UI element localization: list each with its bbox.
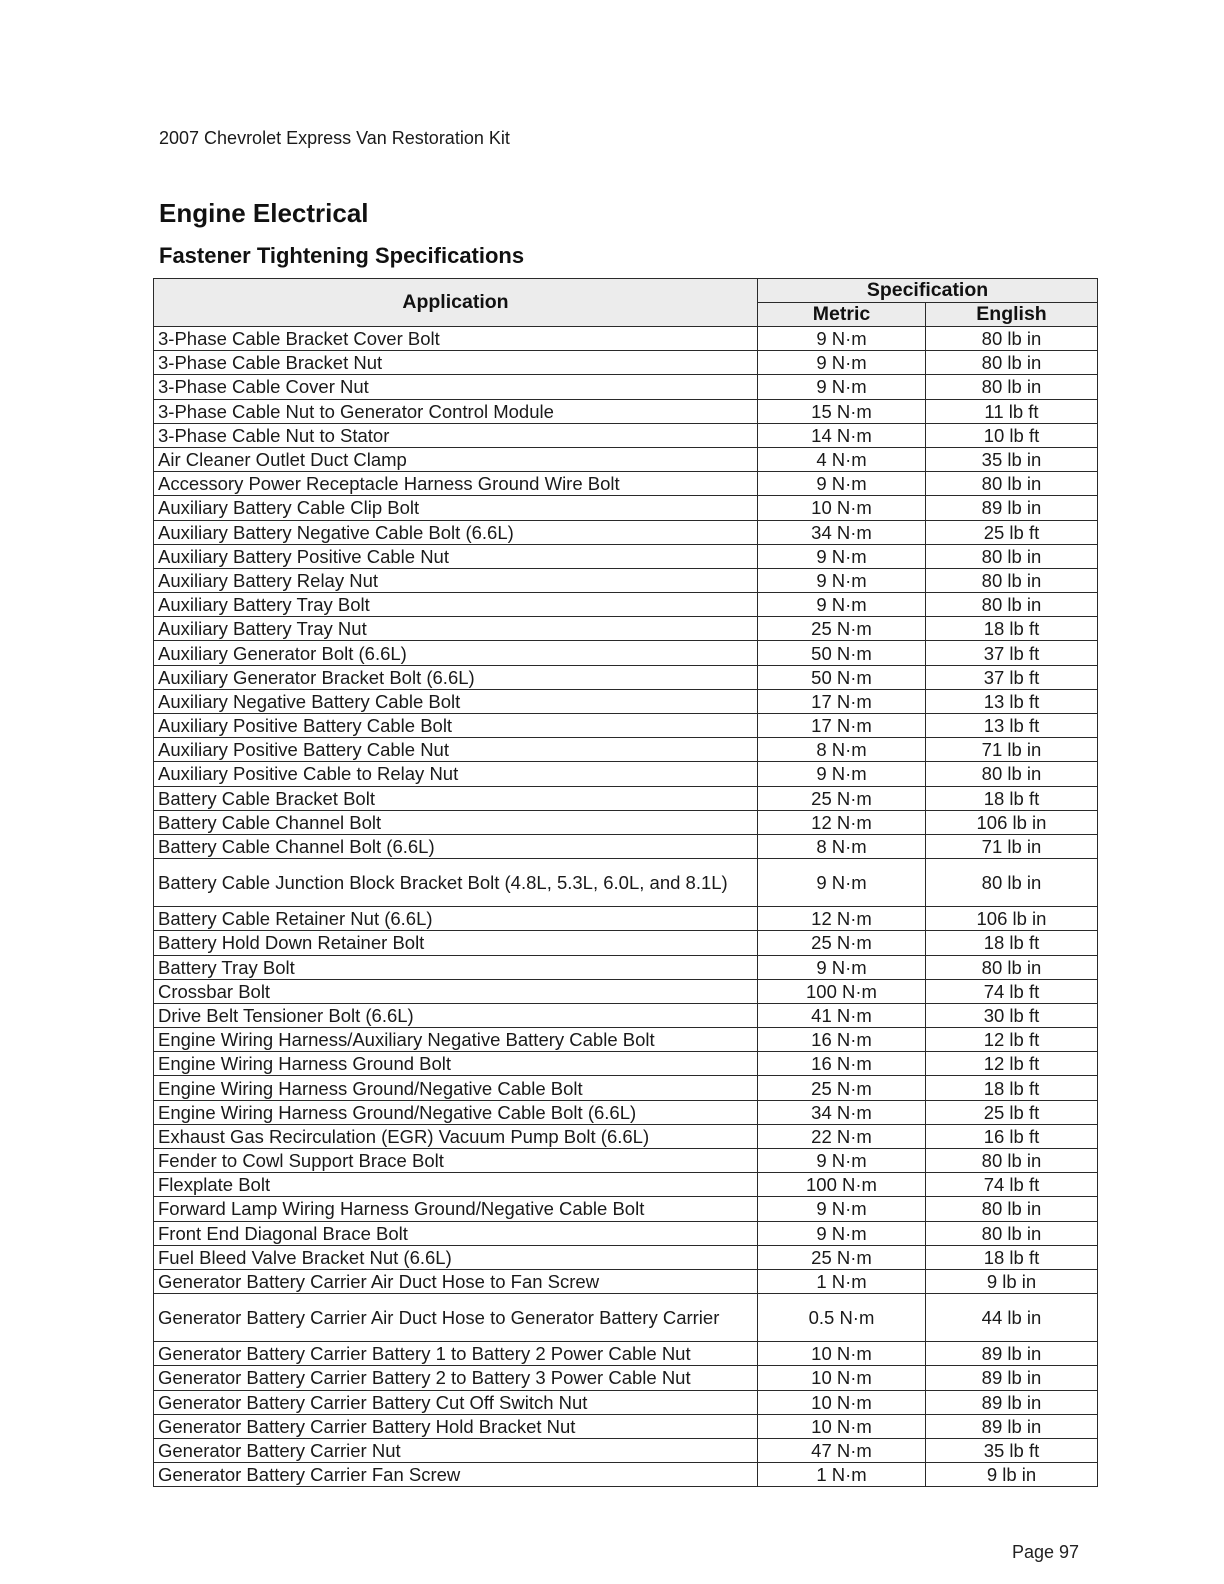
table-row [154,786,1098,810]
english-cell: 13 lb ft [926,714,1098,738]
english-cell: 18 lb ft [926,617,1098,641]
english-cell: 37 lb ft [926,641,1098,665]
english-cell: 80 lb in [926,544,1098,568]
table-row [154,810,1098,834]
english-cell: 106 lb in [926,810,1098,834]
application-cell: Battery Hold Down Retainer Bolt [154,931,758,955]
table-row [154,472,1098,496]
english-header: English [926,303,1098,327]
application-cell: Engine Wiring Harness Ground/Negative Cable Bolt (6.6L) [154,1100,758,1124]
table-row [154,1463,1098,1487]
application-cell: Fender to Cowl Support Brace Bolt [154,1149,758,1173]
table-row [154,593,1098,617]
english-cell: 80 lb in [926,593,1098,617]
metric-cell: 0.5 N·m [758,1294,926,1342]
metric-cell: 25 N·m [758,931,926,955]
table-row [154,1003,1098,1027]
metric-cell: 16 N·m [758,1028,926,1052]
metric-cell: 10 N·m [758,1366,926,1390]
metric-cell: 10 N·m [758,496,926,520]
table-row [154,1390,1098,1414]
english-cell: 13 lb ft [926,689,1098,713]
table-row [154,1052,1098,1076]
metric-cell: 9 N·m [758,327,926,351]
table-row [154,641,1098,665]
application-cell: Auxiliary Generator Bracket Bolt (6.6L) [154,665,758,689]
english-cell: 71 lb in [926,738,1098,762]
english-cell: 74 lb ft [926,1173,1098,1197]
application-cell: Exhaust Gas Recirculation (EGR) Vacuum Pump Bolt (6.6L) [154,1124,758,1148]
table-row [154,1149,1098,1173]
application-cell: Battery Cable Junction Block Bracket Bolt (4.8L, 5.3L, 6.0L, and 8.1L) [154,859,758,907]
english-cell: 18 lb ft [926,1076,1098,1100]
application-cell: Auxiliary Positive Battery Cable Nut [154,738,758,762]
table-row [154,544,1098,568]
english-cell: 89 lb in [926,1414,1098,1438]
application-cell: 3-Phase Cable Nut to Stator [154,423,758,447]
table-row [154,423,1098,447]
subsection-title: Fastener Tightening Specifications [159,243,525,268]
metric-cell: 100 N·m [758,979,926,1003]
english-cell: 89 lb in [926,496,1098,520]
application-header: Application [154,279,758,327]
application-cell: Generator Battery Carrier Battery Cut Off Switch Nut [154,1390,758,1414]
english-cell: 74 lb ft [926,979,1098,1003]
metric-cell: 9 N·m [758,1197,926,1221]
application-cell: Auxiliary Positive Battery Cable Bolt [154,714,758,738]
metric-cell: 9 N·m [758,762,926,786]
page-number: Page 97 [1012,1542,1080,1562]
table-row [154,1294,1098,1342]
fastener-spec-table [153,278,1098,1487]
metric-cell: 17 N·m [758,689,926,713]
english-cell: 30 lb ft [926,1003,1098,1027]
application-cell: Generator Battery Carrier Nut [154,1438,758,1462]
metric-cell: 25 N·m [758,1245,926,1269]
metric-cell: 10 N·m [758,1342,926,1366]
section-title: Engine Electrical [159,198,369,228]
metric-cell: 9 N·m [758,472,926,496]
table-row [154,859,1098,907]
metric-cell: 41 N·m [758,1003,926,1027]
english-cell: 16 lb ft [926,1124,1098,1148]
english-cell: 9 lb in [926,1463,1098,1487]
english-cell: 80 lb in [926,1149,1098,1173]
application-cell: Drive Belt Tensioner Bolt (6.6L) [154,1003,758,1027]
table-row [154,351,1098,375]
table-row [154,665,1098,689]
table-row [154,931,1098,955]
english-cell: 80 lb in [926,375,1098,399]
application-cell: Fuel Bleed Valve Bracket Nut (6.6L) [154,1245,758,1269]
metric-cell: 25 N·m [758,617,926,641]
metric-cell: 25 N·m [758,786,926,810]
english-cell: 89 lb in [926,1366,1098,1390]
english-cell: 80 lb in [926,568,1098,592]
application-cell: Auxiliary Generator Bolt (6.6L) [154,641,758,665]
application-cell: Front End Diagonal Brace Bolt [154,1221,758,1245]
english-cell: 80 lb in [926,762,1098,786]
metric-cell: 12 N·m [758,907,926,931]
application-cell: Battery Cable Retainer Nut (6.6L) [154,907,758,931]
metric-cell: 25 N·m [758,1076,926,1100]
table-row [154,375,1098,399]
english-cell: 37 lb ft [926,665,1098,689]
metric-cell: 4 N·m [758,447,926,471]
table-row [154,447,1098,471]
metric-cell: 10 N·m [758,1390,926,1414]
application-cell: Generator Battery Carrier Fan Screw [154,1463,758,1487]
table-body [154,327,1098,1487]
application-cell: 3-Phase Cable Cover Nut [154,375,758,399]
english-cell: 80 lb in [926,327,1098,351]
metric-cell: 15 N·m [758,399,926,423]
metric-cell: 47 N·m [758,1438,926,1462]
application-cell: 3-Phase Cable Nut to Generator Control Module [154,399,758,423]
application-cell: Auxiliary Battery Negative Cable Bolt (6.6L) [154,520,758,544]
metric-cell: 50 N·m [758,665,926,689]
table-row [154,689,1098,713]
application-cell: Accessory Power Receptacle Harness Ground Wire Bolt [154,472,758,496]
table-row [154,617,1098,641]
application-cell: Crossbar Bolt [154,979,758,1003]
application-cell: 3-Phase Cable Bracket Cover Bolt [154,327,758,351]
metric-cell: 12 N·m [758,810,926,834]
table-row [154,568,1098,592]
application-cell: Flexplate Bolt [154,1173,758,1197]
english-cell: 44 lb in [926,1294,1098,1342]
application-cell: Auxiliary Battery Positive Cable Nut [154,544,758,568]
english-cell: 106 lb in [926,907,1098,931]
english-cell: 25 lb ft [926,1100,1098,1124]
application-cell: Engine Wiring Harness/Auxiliary Negative Battery Cable Bolt [154,1028,758,1052]
metric-cell: 17 N·m [758,714,926,738]
english-cell: 80 lb in [926,955,1098,979]
application-cell: Air Cleaner Outlet Duct Clamp [154,447,758,471]
application-cell: Generator Battery Carrier Air Duct Hose to Generator Battery Carrier [154,1294,758,1342]
metric-cell: 22 N·m [758,1124,926,1148]
metric-cell: 9 N·m [758,859,926,907]
table-row [154,1173,1098,1197]
table-row [154,907,1098,931]
table-row [154,1076,1098,1100]
metric-header: Metric [758,303,926,327]
english-cell: 80 lb in [926,1197,1098,1221]
metric-cell: 50 N·m [758,641,926,665]
metric-cell: 16 N·m [758,1052,926,1076]
application-cell: Engine Wiring Harness Ground/Negative Cable Bolt [154,1076,758,1100]
table-row [154,1124,1098,1148]
english-cell: 18 lb ft [926,931,1098,955]
table-row [154,1245,1098,1269]
metric-cell: 100 N·m [758,1173,926,1197]
table-row [154,1438,1098,1462]
application-cell: Battery Cable Bracket Bolt [154,786,758,810]
application-cell: Auxiliary Negative Battery Cable Bolt [154,689,758,713]
english-cell: 89 lb in [926,1390,1098,1414]
english-cell: 11 lb ft [926,399,1098,423]
application-cell: Auxiliary Battery Relay Nut [154,568,758,592]
english-cell: 80 lb in [926,472,1098,496]
metric-cell: 9 N·m [758,351,926,375]
table-row [154,1197,1098,1221]
english-cell: 80 lb in [926,859,1098,907]
table-row [154,714,1098,738]
application-cell: Auxiliary Positive Cable to Relay Nut [154,762,758,786]
english-cell: 10 lb ft [926,423,1098,447]
application-cell: Battery Tray Bolt [154,955,758,979]
metric-cell: 9 N·m [758,1149,926,1173]
english-cell: 18 lb ft [926,786,1098,810]
table-row [154,1269,1098,1293]
application-cell: Generator Battery Carrier Air Duct Hose to Fan Screw [154,1269,758,1293]
table-row [154,520,1098,544]
application-cell: Generator Battery Carrier Battery Hold Bracket Nut [154,1414,758,1438]
table-row [154,979,1098,1003]
application-cell: Battery Cable Channel Bolt (6.6L) [154,834,758,858]
metric-cell: 9 N·m [758,1221,926,1245]
application-cell: Forward Lamp Wiring Harness Ground/Negative Cable Bolt [154,1197,758,1221]
table-row [154,738,1098,762]
metric-cell: 9 N·m [758,568,926,592]
table-row [154,496,1098,520]
english-cell: 35 lb ft [926,1438,1098,1462]
application-cell: 3-Phase Cable Bracket Nut [154,351,758,375]
metric-cell: 8 N·m [758,738,926,762]
application-cell: Auxiliary Battery Tray Nut [154,617,758,641]
table-row [154,1221,1098,1245]
metric-cell: 9 N·m [758,955,926,979]
application-cell: Engine Wiring Harness Ground Bolt [154,1052,758,1076]
table-header [154,279,1098,327]
metric-cell: 14 N·m [758,423,926,447]
english-cell: 12 lb ft [926,1052,1098,1076]
table-row [154,327,1098,351]
english-cell: 71 lb in [926,834,1098,858]
table-row [154,399,1098,423]
metric-cell: 10 N·m [758,1414,926,1438]
specification-header: Specification [758,279,1098,303]
table-row [154,1342,1098,1366]
english-cell: 89 lb in [926,1342,1098,1366]
table-row [154,1100,1098,1124]
english-cell: 9 lb in [926,1269,1098,1293]
metric-cell: 34 N·m [758,520,926,544]
metric-cell: 1 N·m [758,1463,926,1487]
document-header: 2007 Chevrolet Express Van Restoration Kit [159,128,510,148]
metric-cell: 34 N·m [758,1100,926,1124]
metric-cell: 1 N·m [758,1269,926,1293]
english-cell: 12 lb ft [926,1028,1098,1052]
english-cell: 80 lb in [926,1221,1098,1245]
table-row [154,1028,1098,1052]
application-cell: Generator Battery Carrier Battery 1 to Battery 2 Power Cable Nut [154,1342,758,1366]
metric-cell: 9 N·m [758,593,926,617]
table-row [154,1366,1098,1390]
table-row [154,834,1098,858]
table-row [154,762,1098,786]
english-cell: 80 lb in [926,351,1098,375]
metric-cell: 9 N·m [758,544,926,568]
english-cell: 35 lb in [926,447,1098,471]
metric-cell: 9 N·m [758,375,926,399]
application-cell: Auxiliary Battery Cable Clip Bolt [154,496,758,520]
english-cell: 18 lb ft [926,1245,1098,1269]
english-cell: 25 lb ft [926,520,1098,544]
application-cell: Auxiliary Battery Tray Bolt [154,593,758,617]
application-cell: Generator Battery Carrier Battery 2 to Battery 3 Power Cable Nut [154,1366,758,1390]
table-row [154,955,1098,979]
metric-cell: 8 N·m [758,834,926,858]
table-row [154,1414,1098,1438]
application-cell: Battery Cable Channel Bolt [154,810,758,834]
